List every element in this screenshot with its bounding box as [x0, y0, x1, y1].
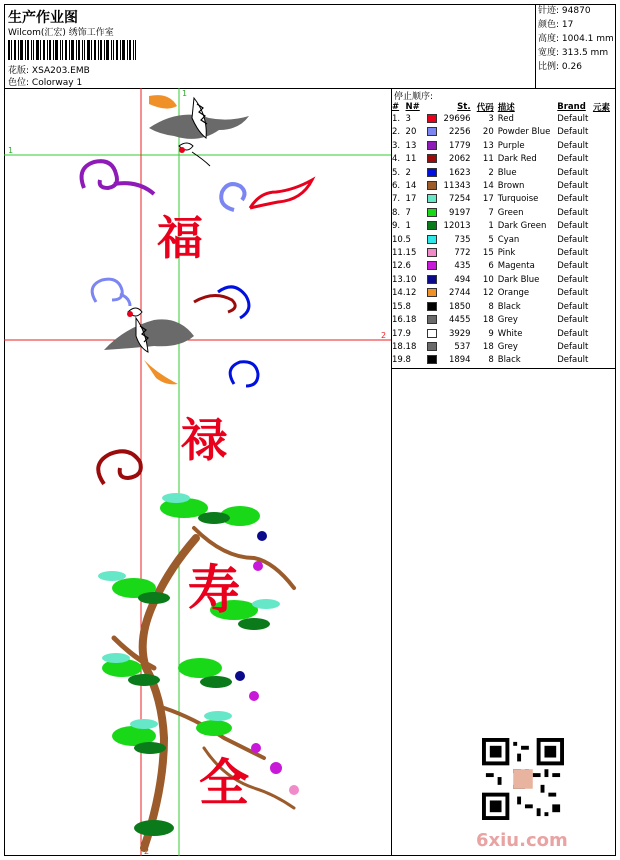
row-index: 13. — [392, 274, 406, 285]
row-swatch — [427, 113, 441, 126]
color-swatch — [427, 342, 437, 351]
row-stitches: 12013 — [443, 221, 471, 232]
table-row — [392, 314, 616, 327]
row-stitches: 2062 — [448, 154, 471, 165]
row-code: 2 — [488, 167, 494, 178]
col-brand: Brand — [557, 102, 586, 112]
row-description: Orange — [497, 288, 530, 299]
col-needle: N# — [405, 102, 420, 112]
col-index: # — [392, 102, 400, 112]
row-brand: Default — [557, 221, 589, 232]
row-code: 5 — [488, 234, 494, 245]
row-element — [593, 220, 616, 233]
row-index: 1. — [392, 114, 401, 124]
row-stitches: 3929 — [448, 328, 471, 339]
row-element — [593, 247, 616, 260]
row-code: 15 — [482, 248, 494, 259]
color-swatch — [427, 288, 437, 297]
table-row — [392, 180, 616, 193]
color-swatch — [427, 275, 437, 284]
spec-scale: 比例: 0.26 — [538, 62, 582, 72]
color-swatch — [427, 208, 437, 217]
row-element — [593, 113, 616, 126]
studio-name: Wilcom(汇宏) 绣饰工作室 — [8, 28, 114, 38]
row-code: 18 — [482, 341, 494, 352]
row-brand: Default — [557, 261, 589, 272]
row-description: Purple — [497, 140, 525, 151]
table-row — [392, 167, 616, 180]
row-element — [593, 207, 616, 220]
spec-colors: 颜色: 17 — [538, 20, 574, 30]
guide-label-right: 2 — [381, 331, 387, 340]
row-swatch — [427, 274, 441, 287]
spec-stitches: 针迹: 94870 — [538, 6, 591, 16]
col-stitches: St. — [457, 102, 471, 112]
row-needle: 8 — [405, 355, 411, 366]
row-needle: 7 — [405, 207, 411, 218]
row-index: 18. — [392, 341, 406, 352]
color-swatch — [427, 248, 437, 257]
cloud-darkred-left — [98, 451, 141, 484]
row-stitches: 4455 — [448, 315, 471, 326]
row-needle: 8 — [405, 301, 411, 312]
row-stitches: 1850 — [448, 301, 471, 312]
color-swatch — [427, 141, 437, 150]
row-stitches: 9197 — [448, 207, 471, 218]
colorway — [8, 75, 82, 88]
guide-label-top: 1 — [182, 89, 188, 98]
guide-label-bottom: 2 — [144, 847, 150, 856]
row-brand: Default — [557, 301, 589, 312]
row-brand: Default — [557, 355, 589, 366]
row-swatch — [427, 140, 441, 153]
row-description: Pink — [497, 248, 516, 259]
qr-code — [482, 738, 564, 820]
table-row — [392, 193, 616, 206]
row-description: Black — [497, 355, 521, 366]
row-swatch — [427, 220, 441, 233]
row-element — [593, 260, 616, 273]
row-index: 15. — [392, 301, 406, 312]
row-element — [593, 153, 616, 166]
cloud-powder-blue-left — [92, 279, 130, 306]
row-stitches: 435 — [454, 261, 471, 272]
table-row — [392, 126, 616, 139]
row-needle: 20 — [405, 127, 417, 138]
cloud-darkred-blue — [194, 287, 249, 318]
row-index: 14. — [392, 288, 406, 299]
row-stitches: 537 — [454, 341, 471, 352]
stop-sequence-panel — [392, 88, 616, 369]
row-needle: 14 — [405, 181, 417, 192]
row-needle: 11 — [405, 154, 417, 165]
row-code: 6 — [488, 261, 494, 272]
col-code: 代码 — [476, 103, 494, 113]
row-swatch — [427, 153, 441, 166]
row-element — [593, 126, 616, 139]
row-swatch — [427, 341, 441, 354]
row-element — [593, 193, 616, 206]
color-swatch — [427, 315, 437, 324]
row-description: Green — [497, 207, 524, 218]
row-description: White — [497, 328, 523, 339]
row-code: 8 — [488, 355, 494, 366]
table-row — [392, 220, 616, 233]
row-brand: Default — [557, 341, 589, 352]
table-row — [392, 247, 616, 260]
row-needle: 9 — [405, 328, 411, 339]
character-fu: 福 — [157, 211, 203, 265]
row-element — [593, 301, 616, 314]
row-index: 11. — [392, 248, 406, 259]
color-swatch — [427, 235, 437, 244]
cloud-purple — [82, 161, 154, 194]
row-element — [593, 287, 616, 300]
row-code: 9 — [488, 328, 494, 339]
row-needle: 10 — [405, 274, 417, 285]
embroidery-preview — [4, 88, 391, 856]
row-element — [593, 341, 616, 354]
table-row — [392, 341, 616, 354]
row-swatch — [427, 234, 441, 247]
row-swatch — [427, 180, 441, 193]
row-needle: 12 — [405, 288, 417, 299]
watermark: 6xiu.com — [476, 830, 568, 851]
row-index: 17. — [392, 328, 406, 339]
row-code: 14 — [482, 181, 494, 192]
row-swatch — [427, 247, 441, 260]
color-swatch — [427, 114, 437, 123]
color-swatch — [427, 181, 437, 190]
table-row — [392, 234, 616, 247]
stop-sequence-label: 停止顺序: — [394, 92, 434, 102]
row-needle: 17 — [405, 194, 417, 205]
row-stitches: 11343 — [443, 181, 471, 192]
row-description: Red — [497, 114, 514, 124]
cloud-blue — [230, 362, 258, 386]
row-description: Blue — [497, 167, 517, 178]
row-swatch — [427, 193, 441, 206]
character-lu: 禄 — [181, 413, 227, 467]
cloud-red-top — [250, 180, 312, 208]
row-element — [593, 274, 616, 287]
table-row — [392, 287, 616, 300]
table-row — [392, 260, 616, 273]
colorway-value: Colorway 1 — [31, 78, 83, 88]
row-stitches: 7254 — [448, 194, 471, 205]
row-description: Dark Blue — [497, 274, 540, 285]
row-brand: Default — [557, 315, 589, 326]
row-code: 1 — [488, 221, 494, 232]
row-needle: 6 — [405, 261, 411, 272]
color-swatch — [427, 127, 437, 136]
spec-width: 宽度: 313.5 mm — [538, 48, 609, 58]
row-brand: Default — [557, 114, 589, 124]
color-swatch — [427, 329, 437, 338]
spec-panel — [535, 4, 617, 88]
row-swatch — [427, 328, 441, 341]
row-needle: 2 — [405, 167, 411, 178]
color-swatch — [427, 168, 437, 177]
row-code: 17 — [482, 194, 494, 205]
row-brand: Default — [557, 194, 589, 205]
row-brand: Default — [557, 207, 589, 218]
row-element — [593, 354, 616, 367]
table-row — [392, 328, 616, 341]
row-stitches: 735 — [454, 234, 471, 245]
row-stitches: 29696 — [443, 114, 471, 124]
guide-label-left: 1 — [8, 146, 14, 155]
table-row — [392, 207, 616, 220]
row-stitches: 1894 — [448, 355, 471, 366]
row-swatch — [427, 287, 441, 300]
row-element — [593, 314, 616, 327]
color-swatch — [427, 221, 437, 230]
row-swatch — [427, 301, 441, 314]
page-title: 生产作业图 — [8, 10, 78, 26]
row-brand: Default — [557, 248, 589, 259]
colorway-label: 色位: — [8, 78, 30, 88]
crane-middle — [104, 308, 194, 384]
row-index: 2. — [392, 127, 401, 138]
color-swatch — [427, 302, 437, 311]
row-index: 5. — [392, 167, 401, 178]
row-swatch — [427, 260, 441, 273]
table-row — [392, 153, 616, 166]
row-brand: Default — [557, 154, 589, 165]
row-description: Brown — [497, 181, 525, 192]
row-stitches: 1623 — [448, 167, 471, 178]
row-description: Powder Blue — [497, 127, 551, 138]
row-code: 8 — [488, 301, 494, 312]
row-brand: Default — [557, 140, 589, 151]
row-stitches: 2744 — [448, 288, 471, 299]
row-swatch — [427, 354, 441, 367]
row-index: 10. — [392, 234, 406, 245]
row-brand: Default — [557, 167, 589, 178]
row-element — [593, 140, 616, 153]
row-element — [593, 167, 616, 180]
row-code: 12 — [482, 288, 494, 299]
table-row — [392, 140, 616, 153]
table-header-row — [392, 101, 616, 113]
row-index: 6. — [392, 181, 401, 192]
row-element — [593, 234, 616, 247]
row-swatch — [427, 207, 441, 220]
row-description: Black — [497, 301, 521, 312]
table-row — [392, 354, 616, 367]
color-swatch — [427, 355, 437, 364]
row-description: Turquoise — [497, 194, 539, 205]
row-code: 3 — [488, 114, 494, 124]
row-stitches: 494 — [454, 274, 471, 285]
row-needle: 3 — [405, 114, 411, 124]
row-element — [593, 180, 616, 193]
row-description: Dark Red — [497, 154, 537, 165]
row-element — [593, 328, 616, 341]
row-code: 11 — [482, 154, 494, 165]
row-needle: 15 — [405, 248, 417, 259]
row-brand: Default — [557, 181, 589, 192]
row-brand: Default — [557, 328, 589, 339]
row-brand: Default — [557, 288, 589, 299]
barcode — [8, 40, 136, 60]
row-code: 7 — [488, 207, 494, 218]
row-stitches: 2256 — [448, 127, 471, 138]
design-label: 花版: — [8, 66, 30, 76]
row-swatch — [427, 167, 441, 180]
row-index: 19. — [392, 355, 406, 366]
row-brand: Default — [557, 274, 589, 285]
color-swatch — [427, 194, 437, 203]
row-description: Dark Green — [497, 221, 547, 232]
row-brand: Default — [557, 127, 589, 138]
row-code: 18 — [482, 315, 494, 326]
cloud-powder-blue-top — [221, 184, 244, 210]
row-needle: 5 — [405, 234, 411, 245]
row-index: 9. — [392, 221, 401, 232]
design-canvas — [4, 88, 392, 856]
row-needle: 1 — [405, 221, 411, 232]
col-element: 元素 — [592, 103, 610, 113]
row-stitches: 1779 — [448, 140, 471, 151]
row-code: 13 — [482, 140, 494, 151]
row-needle: 13 — [405, 140, 417, 151]
row-needle: 18 — [405, 341, 417, 352]
row-stitches: 772 — [454, 248, 471, 259]
color-swatch — [427, 154, 437, 163]
row-description: Grey — [497, 341, 518, 352]
character-shou: 寿 — [187, 561, 241, 621]
row-index: 3. — [392, 140, 401, 151]
spec-height: 高度: 1004.1 mm — [538, 34, 614, 44]
row-swatch — [427, 314, 441, 327]
row-description: Grey — [497, 315, 518, 326]
row-index: 12. — [392, 261, 406, 272]
row-code: 10 — [482, 274, 494, 285]
row-index: 8. — [392, 207, 401, 218]
col-description: 描述 — [497, 103, 515, 113]
table-row — [392, 113, 616, 126]
design-value: XSA203.EMB — [31, 66, 90, 76]
row-needle: 18 — [405, 315, 417, 326]
table-row — [392, 301, 616, 314]
color-swatch — [427, 261, 437, 270]
table-row — [392, 274, 616, 287]
row-index: 4. — [392, 154, 401, 165]
row-description: Cyan — [497, 234, 520, 245]
stop-sequence-table — [392, 101, 616, 368]
row-index: 7. — [392, 194, 401, 205]
character-quan: 全 — [199, 754, 249, 812]
row-code: 20 — [482, 127, 494, 138]
row-description: Magenta — [497, 261, 535, 272]
row-swatch — [427, 126, 441, 139]
row-brand: Default — [557, 234, 589, 245]
row-index: 16. — [392, 315, 406, 326]
header — [4, 4, 616, 89]
